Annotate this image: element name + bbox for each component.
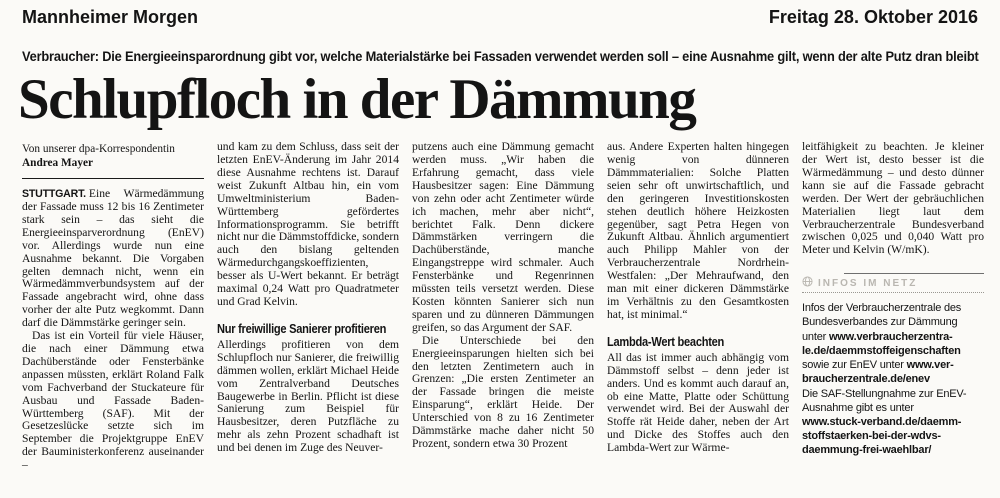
column-3 — [412, 141, 594, 491]
infobox — [802, 273, 984, 457]
page-header — [0, 0, 1000, 28]
article-paragraph: leitfähigkeit zu beachten. Je kleiner der Wert ist, desto besser ist die Wärmedämmung – und desto dünner kann sie auf die Fassade gebracht werden. Der Wert der gebräuchlichen Materialien liegt laut dem Verbraucherzentrale Bundesverband zwischen 0,025 und 0,040 Watt pro Meter und Kelvin (W/mK). — [802, 140, 984, 257]
infobox-line: Ausnahme gibt es unter — [802, 401, 914, 414]
article-paragraph: Allerdings profitieren von dem Schlupfloch nur Sanierer, die freiwillig dämmen wollen, erklärt Michael Heide vom Zentralverband Deutsches Baugewerbe in Berlin. Pflicht ist diese Sanierung zum Beispiel für Hausbesitzer, deren Putzfläche zu mehr als zehn Prozent schadhaft ist und bei denen im Zuge des Neuver- — [217, 337, 399, 455]
column-1 — [22, 141, 204, 491]
masthead: Mannheimer Morgen — [22, 7, 199, 27]
paragraph-text: Eine Wärmedämmung der Fassade muss 12 bis 16 Zentimeter stark sein – das sieht die Energieeinsparverordnung (EnEV) vor. Allerdings wurde nun eine Ausnahme bekannt. Die Vorgaben gelten demnach nicht, wenn ein Wärmedämmverbundsystem auf der Fassade angebracht wird, ohne dass vorher der alte Putz wegkommt. Dann darf die Dämmstärke geringer sein. — [22, 187, 204, 330]
infobox-dotted-rule — [802, 292, 984, 293]
article-paragraph: putzens auch eine Dämmung gemacht werden muss. „Wir haben die Erfahrung gemacht, dass viele Hausbesitzer sagen: Eine Dämmung von zehn oder acht Zentimeter würde ich machen, mehr aber nicht“, berichtet Falk. Denn dickere Dämmstärken verringern die Dachüberstände, manche Eingangstreppe wird schmaler. Auch Fensterbänke und Regenrinnen müssten teils versetzt werden. Diese Kosten könnten Sanierer sich nun sparen und zu dünneren Dämmungen greifen, so das Argument der SAF. — [412, 140, 594, 334]
article-paragraph: Das ist ein Vorteil für viele Häuser, die nach einer Dämmung etwa Dachüberstände oder Fensterbänke anpassen müssten, erklärt Roland Falk vom Fachverband der Stuckateure für Ausbau und Fassade Baden-Württemberg (SAF). Mit der Gesetzeslücke setzte sich im September die Projektgruppe EnEV der Bauministerkonferenz auseinander – — [22, 329, 204, 472]
column-5 — [802, 141, 984, 491]
infobox-line: braucherzentrale.de/enev — [802, 373, 930, 386]
infobox-line: stoffstaerken-bei-der-wdvs- — [802, 430, 941, 443]
infobox-body — [802, 301, 984, 457]
article-paragraph: aus. Andere Experten halten hingegen wenig von dünneren Dämmmaterialien: Solche Platten seien sehr oft unwirtschaftlich, und den geringeren Investitionskosten stehen deutlich höhere Heizkosten gegenüber, sagt Petra Hegen von Zukunft Altbau. Ähnlich argumentiert auch Philipp Mahler von der Verbraucherzentrale Nordrhein-Westfalen: „Der Mehraufwand, den man mit einer dickeren Dämmstärke im Verhältnis zu den Gesamtkosten hat, ist minimal.“ — [607, 140, 789, 321]
kicker-line: Verbraucher: Die Energieeinsparordnung gibt vor, welche Materialstärke bei Fassaden verwendet werden soll – eine Ausnahme gilt, wenn der alte Putz dran bleibt — [22, 49, 979, 64]
infobox-line: unter www.verbraucherzentra- — [802, 330, 953, 343]
infobox-title — [802, 275, 984, 292]
byline-author: Andrea Mayer — [22, 156, 94, 169]
dateline: STUTTGART. — [22, 188, 86, 201]
infobox-title-text: INFOS IM NETZ — [818, 277, 918, 289]
byline-rule — [22, 178, 204, 179]
issue-date: Freitag 28. Oktober 2016 — [768, 7, 978, 27]
infobox-line: Infos der Verbraucherzentrale des — [802, 302, 962, 315]
infobox-line: le.de/daemmstoffeigenschaften — [802, 344, 961, 357]
infobox-line: daemmung-frei-waehlbar/ — [802, 444, 932, 457]
column-2 — [217, 141, 399, 491]
infobox-line: Die SAF-Stellungnahme zur EnEV- — [802, 387, 967, 400]
infobox-line: sowie zur EnEV unter www.ver- — [802, 359, 954, 372]
infobox-line: Bundesverbandes zur Dämmung — [802, 316, 958, 329]
article-paragraph: All das ist immer auch abhängig vom Dämmstoff selbst – denn jeder ist anders. Und es kommt auch darauf an, ob eine Matte, Platte oder Schüttung verwendet wird. Bei der Auswahl der Stoffe rät Heide daher, neben der Art und Dicke des Stoffes auch den Lambda-Wert zur Wärme- — [607, 350, 789, 455]
column-4 — [607, 141, 789, 491]
article-paragraph: Die Unterschiede bei den Energieeinsparungen hielten sich bei den letzten Zentimetern auch in Grenzen: „Die ersten Zentimeter an der Fassade bringen die meiste Einsparung“, erklärt Heide. Der Unterschied von 8 zu 16 Zentimeter Dämmstärke mache daher nicht 50 Prozent, sondern etwa 30 Prozent — [412, 333, 594, 450]
infobox-top-rule — [844, 273, 984, 274]
infobox-line: www.stuck-verband.de/daemm- — [802, 415, 962, 428]
byline-role: Von unserer dpa-Korrespondentin — [22, 143, 175, 156]
subheading: Lambda-Wert beachten — [607, 334, 725, 349]
subheading: Nur freiwillige Sanierer profitieren — [217, 321, 387, 336]
article-paragraph: und kam zu dem Schluss, dass seit der letzten EnEV-Änderung im Jahr 2014 diese Ausnahme rechtens ist. Darauf weist Zukunft Altbau hin, ein vom Umweltministerium Baden-Württemberg gefördertes Informationsprogramm. Sie betrifft nicht nur die Dämmstoffdicke, sondern auch den bislang geltenden Wärmedurchgangskoeffizienten, besser als U-Wert bekannt. Er beträgt maximal 0,24 Watt pro Quadratmeter und Grad Kelvin. — [217, 140, 399, 308]
globe-icon — [802, 276, 813, 290]
article-paragraph — [22, 188, 204, 330]
byline — [22, 143, 204, 170]
article-columns — [0, 129, 1000, 491]
article-headline: Schlupfloch in der Dämmung — [18, 68, 696, 131]
